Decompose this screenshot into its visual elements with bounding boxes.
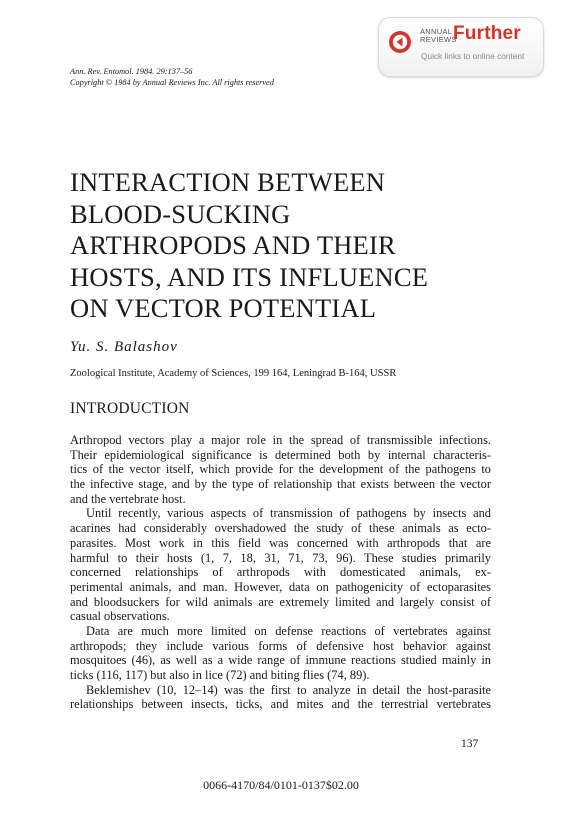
body-line: acarines had considerably overshadowed the study of these animals as ecto- (70, 521, 491, 536)
body-line: arthropods; they include various forms of defensive host behavior against (70, 638, 491, 653)
body-line: mosquitoes (46), as well as a wide range of immune reactions studied mainly in (70, 653, 491, 668)
badge-further-text: Further (453, 23, 521, 44)
author-name: Yu. S. Balashov (70, 339, 178, 355)
body-line: tics of the vector itself, which provide for the development of the pathogens to (70, 462, 491, 477)
body-line: Data are much more limited on defense reactions of vertebrates against (86, 623, 491, 638)
body-text (70, 433, 491, 712)
badge-annual-text: ANNUAL (420, 27, 453, 36)
body-line: harmful to their hosts (1, 7, 18, 31, 71, 73, 96). These studies primarily (70, 550, 491, 565)
body-line: relationships between insects, ticks, and mites and the terrestrial vertebrates (70, 697, 491, 712)
title-line: ARTHROPODS AND THEIR (70, 230, 396, 260)
author-affiliation: Zoological Institute, Academy of Sciences, 199 164, Leningrad B-164, USSR (70, 368, 397, 379)
body-line: and the vertebrate host. (70, 491, 186, 506)
body-line: and bloodsuckers for wild animals are extremely limited and largely consist of (70, 594, 491, 609)
body-line: concerned relationships of arthropods with domesticated animals, ex- (70, 565, 491, 580)
citation-journal: Ann. Rev. Entomol. 1984. 29:137–56 (70, 67, 193, 76)
article-title (70, 167, 428, 325)
further-badge[interactable] (378, 17, 544, 77)
body-line: the infective stage, and by the type of relationship that exists between the vector (70, 477, 491, 492)
body-line: ticks (116, 117) but also in lice (72) and biting flies (74, 89). (70, 668, 370, 682)
badge-subtitle: Quick links to online content (421, 51, 525, 61)
body-line: Until recently, various aspects of transmission of pathogens by insects and (86, 506, 491, 521)
play-logo-icon (388, 30, 412, 54)
badge-reviews-text: REVIEWS (420, 35, 457, 44)
article-code: 0066-4170/84/0101-0137$02.00 (203, 778, 359, 792)
section-heading: INTRODUCTION (70, 400, 190, 417)
title-line: INTERACTION BETWEEN (70, 167, 386, 197)
body-line: Beklemishev (10, 12–14) was the first to analyze in detail the host-parasite (86, 682, 491, 697)
page-number: 137 (461, 738, 479, 750)
body-line: Arthropod vectors play a major role in the spread of transmissible infections. (70, 433, 491, 447)
title-line: ON VECTOR POTENTIAL (70, 293, 377, 323)
body-line: Their epidemiological significance is determined both by internal characteris- (70, 447, 491, 462)
body-line: casual observations. (70, 609, 170, 624)
title-line: BLOOD-SUCKING (70, 198, 291, 229)
citation (70, 67, 274, 88)
body-line: perimental animals, and man. However, data on pathogenicity of ectoparasites (70, 579, 491, 594)
citation-copyright: Copyright © 1984 by Annual Reviews Inc. All rights reserved (70, 77, 274, 87)
badge-annual-reviews (420, 28, 457, 44)
body-line: parasites. Most work in this field was concerned with arthropods that are (70, 535, 491, 550)
title-line: HOSTS, AND ITS INFLUENCE (70, 261, 429, 292)
